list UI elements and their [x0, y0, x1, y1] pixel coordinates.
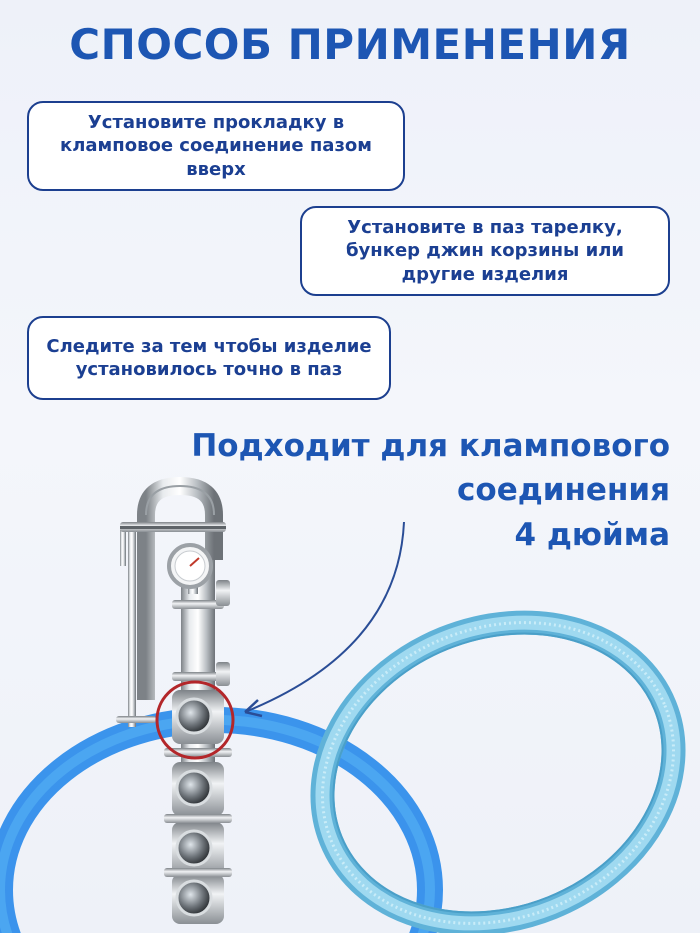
page-title: СПОСОБ ПРИМЕНЕНИЯ: [69, 20, 631, 69]
clamp-gasket-ring-icon: [277, 571, 700, 933]
compatibility-line-1: Подходит для клампового: [191, 428, 670, 464]
instruction-card-2: [300, 206, 670, 296]
instruction-text: Установите в паз тарелку, бункер джин корзины или другие изделия: [345, 216, 624, 285]
instruction-text: Установите прокладку в кламповое соединение пазом вверх: [60, 111, 372, 180]
instruction-card-3: [27, 316, 391, 400]
compatibility-line-3: 4 дюйма: [514, 516, 670, 553]
compatibility-note: [110, 424, 670, 557]
instruction-card-1: [27, 101, 405, 191]
instruction-text: Следите за тем чтобы изделие установилось точно в паз: [46, 335, 372, 380]
compatibility-line-2: соединения: [457, 472, 670, 509]
